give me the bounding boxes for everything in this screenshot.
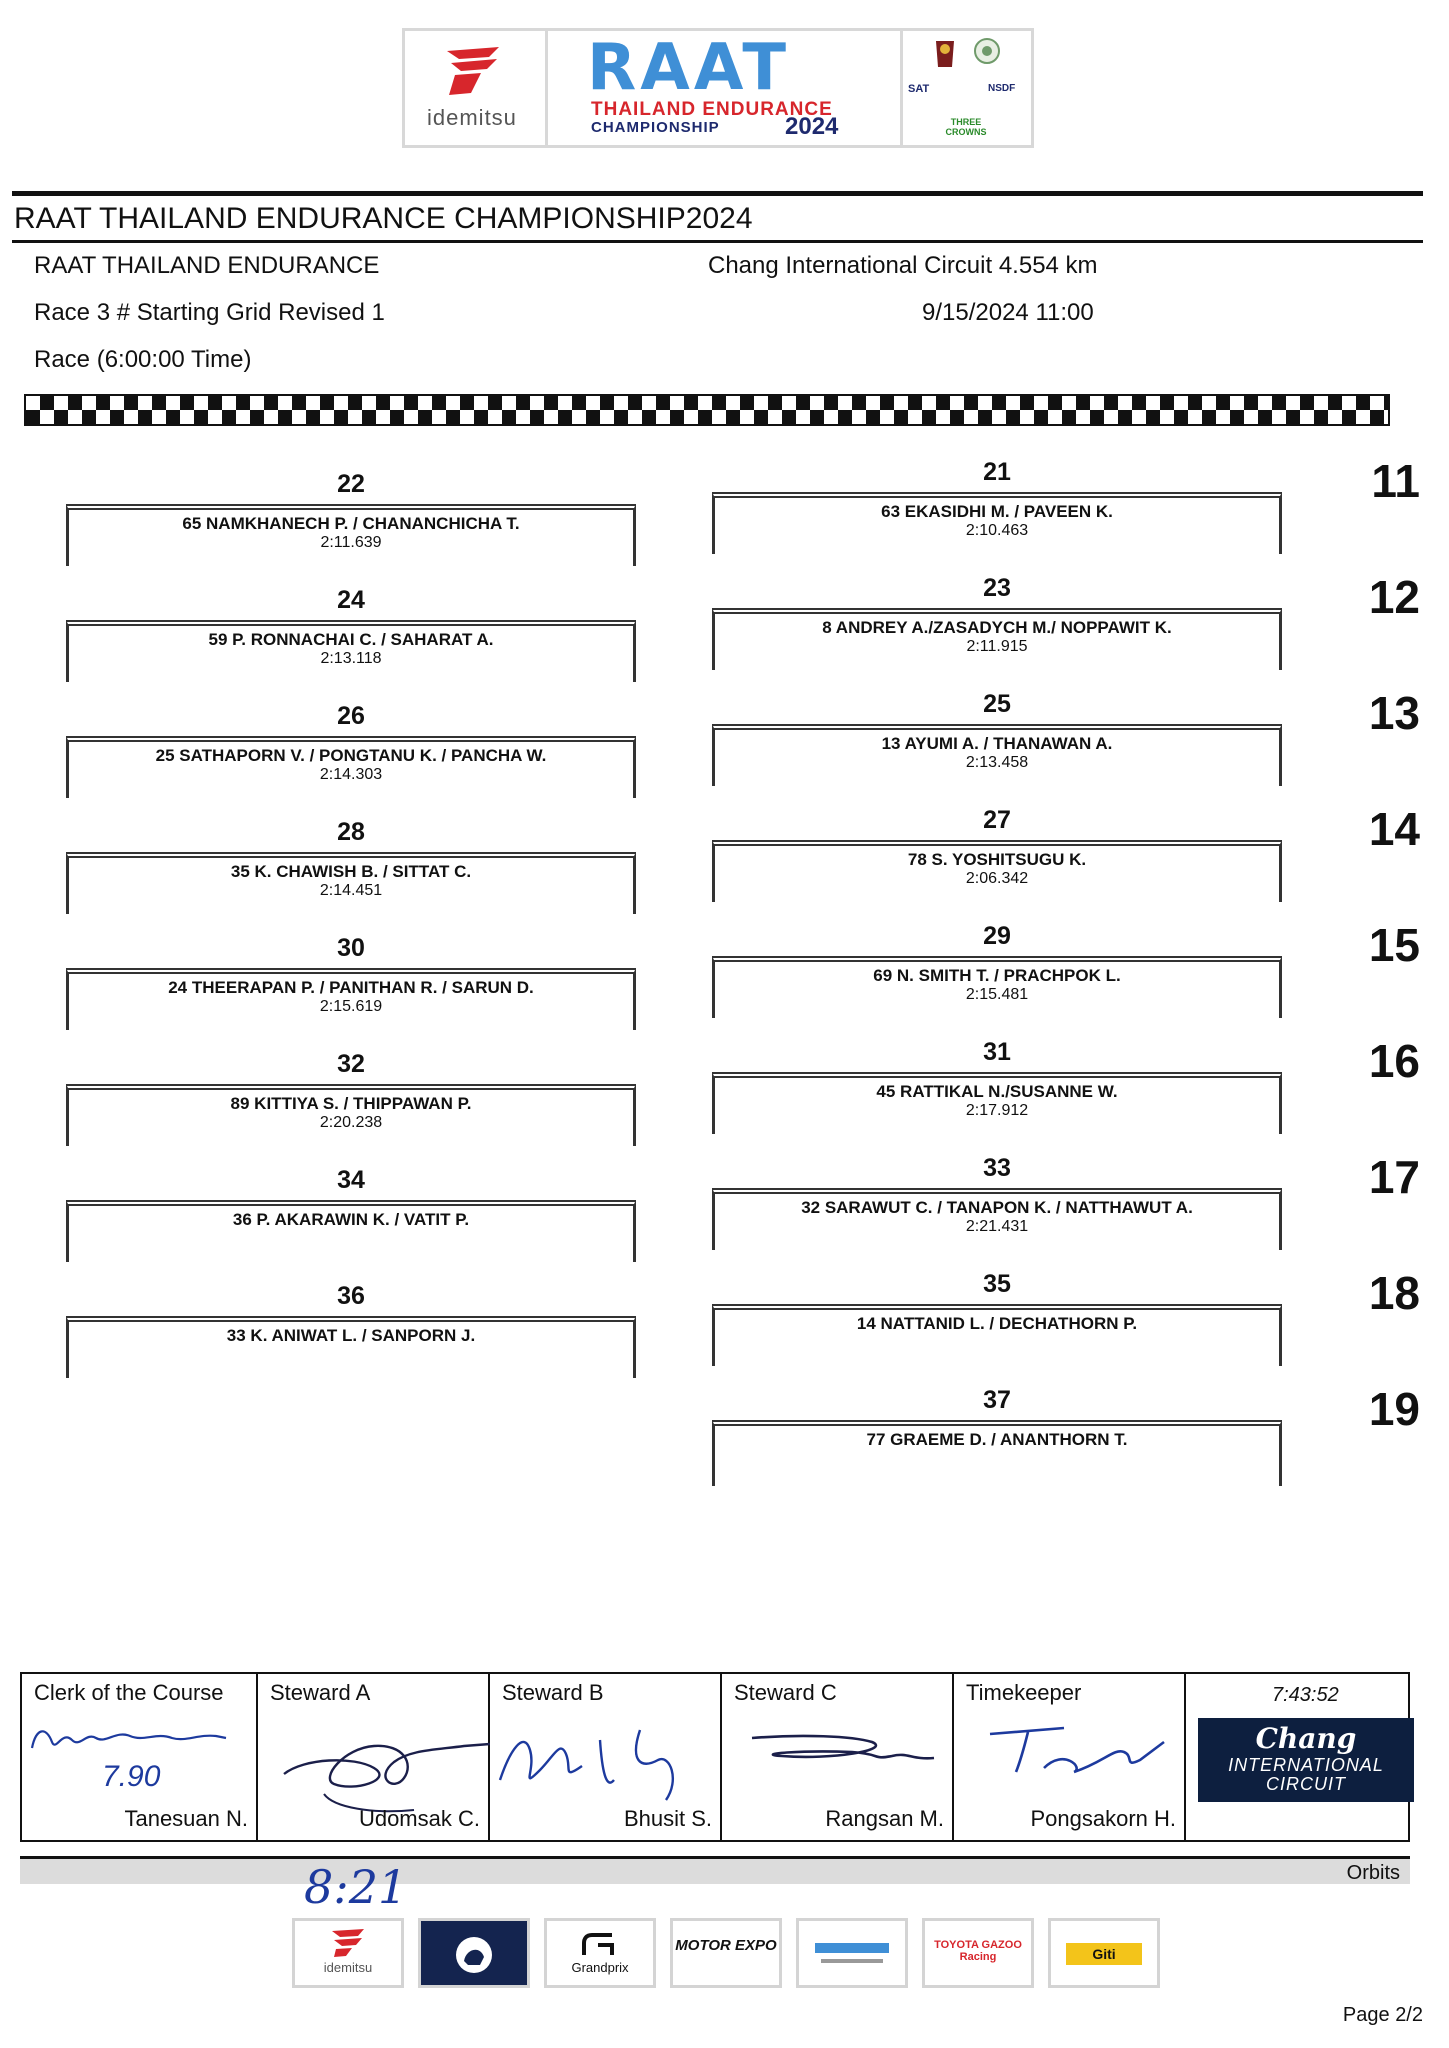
entry-drivers: 59 P. RONNACHAI C. / SAHARAT A. [208, 630, 494, 649]
grid-row-number: 18 [1368, 1267, 1420, 1319]
qualifying-time: 2:14.451 [319, 882, 383, 899]
orbits-bar [20, 1856, 1410, 1884]
qualifying-time: 2:13.458 [965, 754, 1029, 771]
sponsor-giti-label: Giti [1066, 1943, 1142, 1965]
clerk-signature [26, 1718, 246, 1758]
page-number: Page 2/2 [1342, 2004, 1423, 2026]
grid-position: 25 [983, 690, 1011, 718]
raat-subtitle-line2: CHAMPIONSHIP [591, 119, 720, 136]
grid-position: 27 [983, 806, 1011, 834]
entry-drivers: 63 EKASIDHI M. / PAVEEN K. [881, 502, 1113, 521]
grid-position: 34 [337, 1166, 365, 1194]
qualifying-time: 2:11.915 [966, 638, 1028, 655]
sponsor-idemitsu [292, 1918, 404, 1988]
grid-position: 24 [337, 586, 365, 614]
qualifying-time: 2:20.238 [319, 1114, 383, 1131]
grid-position: 31 [983, 1038, 1011, 1066]
qualifying-time: 2:14.303 [319, 766, 383, 783]
entry-drivers: 32 SARAWUT C. / TANAPON K. / NATTHAWUT A. [801, 1198, 1193, 1217]
grid-row-number: 13 [1368, 687, 1420, 739]
grid-row-number: 15 [1368, 919, 1420, 971]
idemitsu-wordmark: idemitsu [427, 105, 517, 130]
sponsor-bangsaen [796, 1918, 908, 1988]
sponsor-motor-expo: MOTOR EXPO [670, 1918, 782, 1988]
grid-slot-box [66, 968, 636, 1030]
grid-slot-box [66, 504, 636, 566]
steward-a-label: Steward A [270, 1680, 371, 1705]
chang-international: INTERNATIONAL [1228, 1755, 1384, 1775]
circuit-name: Chang International Circuit 4.554 km [708, 252, 1098, 279]
sponsor-giti [1048, 1918, 1160, 1988]
steward-b-name: Bhusit S. [623, 1806, 712, 1831]
steward-a-cell [258, 1674, 490, 1840]
qualifying-time: 2:21.431 [965, 1218, 1029, 1235]
grid-slot-box [66, 1200, 636, 1262]
grid-position: 22 [337, 470, 365, 498]
entry-drivers: 33 K. ANIWAT L. / SANPORN J. [226, 1326, 476, 1345]
steward-a-name: Udomsak C. [358, 1806, 480, 1831]
timekeeper-name: Pongsakorn H. [1030, 1806, 1176, 1831]
qualifying-time: 2:10.463 [965, 522, 1029, 539]
sponsor-idemitsu-label: idemitsu [323, 1960, 373, 1975]
entry-drivers: 8 ANDREY A./ZASADYCH M./ NOPPAWIT K. [822, 618, 1172, 637]
qualifying-time: 2:15.619 [319, 998, 383, 1015]
grid-slot-box [712, 1420, 1282, 1486]
steward-c-signature [722, 1720, 954, 1790]
grid-slot-box [712, 956, 1282, 1018]
grid-slot-box [66, 1316, 636, 1378]
grid-position: 37 [983, 1386, 1011, 1414]
sponsor-grandprix [544, 1918, 656, 1988]
entry-drivers: 45 RATTIKAL N./SUSANNE W. [876, 1082, 1118, 1101]
page-title: RAAT THAILAND ENDURANCE CHAMPIONSHIP2024 [14, 202, 753, 235]
entry-drivers: 13 AYUMI A. / THANAWAN A. [881, 734, 1113, 753]
timekeeper-signature [954, 1718, 1186, 1798]
grid-slot-box [66, 620, 636, 682]
chang-circuit-logo [1198, 1718, 1414, 1802]
qualifying-time: 2:11.639 [320, 534, 382, 551]
steward-b-cell [490, 1674, 722, 1840]
session-name: Race 3 # Starting Grid Revised 1 [34, 299, 385, 326]
grid-row-number: 11 [1371, 455, 1420, 507]
chang-wordmark: Chang [1255, 1722, 1357, 1755]
grid-slot-box [712, 840, 1282, 902]
chang-circuit: CIRCUIT [1266, 1774, 1346, 1794]
steward-c-cell [722, 1674, 954, 1840]
grandprix-g-icon [580, 1927, 620, 1957]
clerk-label: Clerk of the Course [34, 1680, 224, 1705]
steward-b-label: Steward B [502, 1680, 604, 1705]
nsdf-logo: NSDF [988, 83, 1016, 94]
race-duration: Race (6:00:00 Time) [34, 346, 252, 373]
raat-year: 2024 [785, 113, 839, 140]
stamp-time: 7:43:52 [1272, 1684, 1339, 1706]
grid-position: 36 [337, 1282, 365, 1310]
grid-slot-box [712, 724, 1282, 786]
grid-row-number: 17 [1368, 1151, 1420, 1203]
sponsor-grandprix-label: Grandprix [571, 1960, 629, 1975]
qualifying-time: 2:17.912 [965, 1102, 1029, 1119]
timekeeper-cell [954, 1674, 1186, 1840]
entry-drivers: 35 K. CHAWISH B. / SITTAT C. [230, 862, 472, 881]
grid-position: 21 [983, 458, 1011, 486]
entry-drivers: 14 NATTANID L. / DECHATHORN P. [856, 1314, 1138, 1333]
qualifying-time: 2:13.118 [320, 650, 382, 667]
lion-crest-icon [450, 1931, 498, 1979]
orbits-label: Orbits [1346, 1862, 1400, 1884]
grid-position: 26 [337, 702, 365, 730]
grid-slot-box [66, 852, 636, 914]
grid-slot-box [712, 492, 1282, 554]
bangsaen-grandprix-icon [809, 1935, 895, 1975]
sponsor-toyota-gr: TOYOTA GAZOO Racing [922, 1918, 1034, 1988]
qualifying-time: 2:06.342 [965, 870, 1029, 887]
grid-position: 30 [337, 934, 365, 962]
race-datetime: 9/15/2024 11:00 [922, 299, 1094, 326]
clerk-handwritten-note: 7.90 [102, 1760, 161, 1793]
grid-slot-box [712, 608, 1282, 670]
handwritten-time: 8:21 [304, 1860, 408, 1914]
grid-position: 23 [983, 574, 1011, 602]
grid-position: 33 [983, 1154, 1011, 1182]
entry-drivers: 36 P. AKARAWIN K. / VATIT P. [232, 1210, 470, 1229]
raat-subtitle-line1: THAILAND ENDURANCE [591, 99, 833, 120]
sat-logo: SAT [908, 83, 930, 95]
grid-row-number: 16 [1368, 1035, 1420, 1087]
grid-row-number: 12 [1368, 571, 1420, 623]
grid-position: 29 [983, 922, 1011, 950]
entry-drivers: 25 SATHAPORN V. / PONGTANU K. / PANCHA W. [155, 746, 547, 765]
grid-row-number: 14 [1368, 803, 1420, 855]
entry-drivers: 77 GRAEME D. / ANANTHORN T. [866, 1430, 1128, 1449]
steward-a-signature [264, 1718, 490, 1818]
entry-drivers: 65 NAMKHANECH P. / CHANANCHICHA T. [182, 514, 520, 533]
idemitsu-flame-icon [328, 1927, 368, 1957]
grid-slot-box [66, 736, 636, 798]
clerk-cell [22, 1674, 258, 1840]
steward-c-name: Rangsan M. [825, 1806, 944, 1831]
series-name: RAAT THAILAND ENDURANCE [34, 252, 380, 279]
grid-slot-box [712, 1188, 1282, 1250]
entry-drivers: 89 KITTIYA S. / THIPPAWAN P. [230, 1094, 472, 1113]
entry-drivers: 69 N. SMITH T. / PRACHPOK L. [873, 966, 1121, 985]
sponsor-crest [418, 1918, 530, 1988]
grid-position: 28 [337, 818, 365, 846]
grid-slot-box [712, 1304, 1282, 1366]
raat-wordmark: RAAT [587, 31, 791, 105]
timekeeper-label: Timekeeper [966, 1680, 1082, 1705]
grid-position: 35 [983, 1270, 1011, 1298]
three-crowns-logo: THREE CROWNS [945, 117, 987, 137]
grid-slot-box [712, 1072, 1282, 1134]
steward-c-label: Steward C [734, 1680, 837, 1705]
grid-slot-box [66, 1084, 636, 1146]
entry-drivers: 78 S. YOSHITSUGU K. [907, 850, 1087, 869]
grid-row-number: 19 [1368, 1383, 1420, 1435]
qualifying-time: 2:15.481 [965, 986, 1029, 1003]
clerk-name: Tanesuan N. [124, 1806, 248, 1831]
entry-drivers: 24 THEERAPAN P. / PANITHAN R. / SARUN D. [168, 978, 534, 997]
grid-position: 32 [337, 1050, 365, 1078]
steward-b-signature [490, 1710, 722, 1820]
